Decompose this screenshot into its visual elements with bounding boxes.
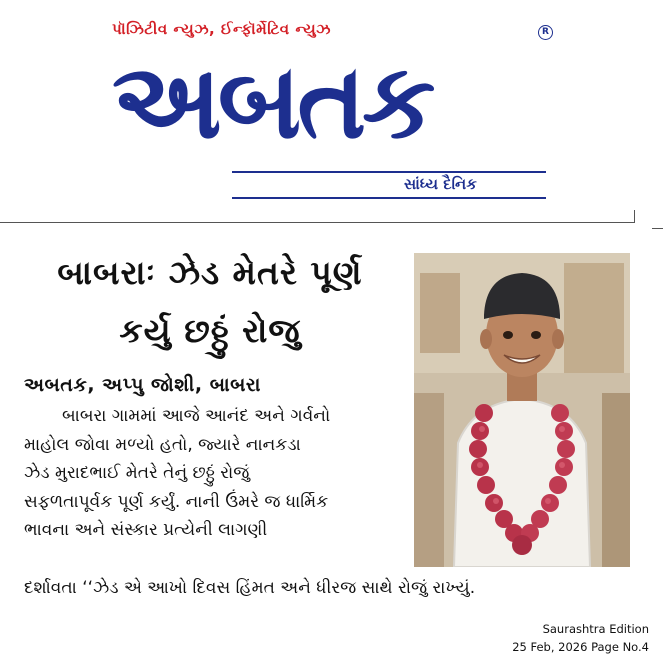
logo-rule-bottom bbox=[232, 197, 546, 199]
article-byline: અબતક, અપ્પુ જોશી, બાબરા bbox=[24, 374, 261, 396]
child-photo-icon bbox=[414, 253, 630, 567]
registered-mark-icon: R bbox=[538, 25, 553, 40]
headline-line-1: બાબરાઃ ઝેડ મેતરે પૂર્ણ bbox=[57, 253, 363, 292]
masthead-tagline: પૉઝિટીવ ન્યુઝ, ઈન્ફૉર્મેટિવ ન્યુઝ bbox=[112, 20, 331, 38]
page-divider-tail bbox=[652, 228, 663, 229]
edition-label: સાંધ્ય દૈનિક bbox=[404, 175, 477, 193]
headline-line-2: કર્યુ છઠ્ઠું રોજુ bbox=[119, 311, 301, 350]
page-footer bbox=[512, 620, 649, 656]
body-line: માહોલ જોવા મળ્યો હતો, જ્યારે નાનકડા bbox=[24, 434, 301, 455]
article-body bbox=[24, 402, 410, 545]
body-line: સફળતાપૂર્વક પૂર્ણ કર્યું. નાની ઉંમરે જ ધાર્મિક bbox=[24, 491, 329, 512]
body-line: બાબરા ગામમાં આજે આનંદ અને ગર્વનો bbox=[62, 406, 331, 426]
newspaper-logo: અબતક bbox=[112, 40, 432, 162]
footer-edition: Saurashtra Edition bbox=[542, 622, 649, 636]
body-last-line: દર્શાવતા ‘‘ઝેડ એ આખો દિવસ હિંમત અને ધીરજ સાથે રોજું રાખ્યું. bbox=[24, 578, 476, 598]
footer-date-page: 25 Feb, 2026 Page No.4 bbox=[512, 640, 649, 654]
article-headline bbox=[14, 244, 406, 360]
body-line: ભાવના અને સંસ્કાર પ્રત્યેની લાગણી bbox=[24, 520, 268, 540]
page-divider bbox=[0, 222, 635, 223]
body-line: ઝેડ મુરાદભાઈ મેતરે તેનું છઠ્ઠું રોજું bbox=[24, 463, 250, 483]
page-divider-tick bbox=[634, 210, 635, 223]
logo-rule bbox=[232, 171, 546, 173]
article-photo bbox=[414, 253, 630, 567]
